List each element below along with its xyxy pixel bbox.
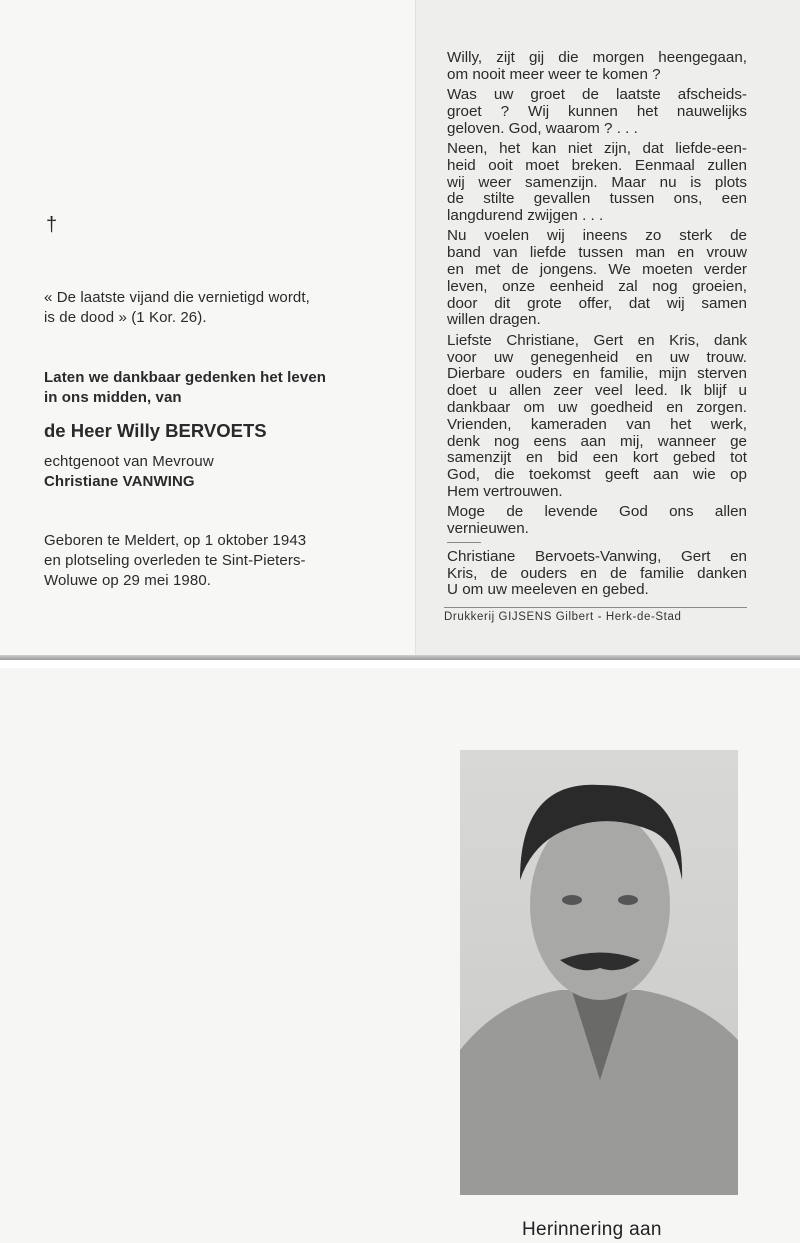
quote-line: « De laatste vijand die vernietigd wordt, — [44, 289, 310, 306]
short-divider — [447, 542, 481, 543]
poem-paragraph — [447, 228, 747, 329]
info-line: en plotseling overleden te Sint-Pieters- — [44, 552, 306, 569]
poem-line: God, die toekomst geeft aan wie op — [447, 466, 747, 484]
intro-line: in ons midden, van — [44, 389, 182, 406]
poem-line: om nooit meer weer te komen ? — [447, 65, 661, 83]
poem-line: Moge de levende God ons allen — [447, 503, 747, 521]
poem-line: Vrienden, kameraden van het werk, — [447, 415, 747, 433]
poem-line: denk nog eens aan mij, wanneer ge — [447, 432, 747, 450]
poem-line: Hem vertrouwen. — [447, 482, 563, 500]
poem-line: U om uw meeleven en gebed. — [447, 581, 649, 599]
intro-text — [44, 368, 326, 408]
info-line: Woluwe op 29 mei 1980. — [44, 572, 212, 589]
birth-death-info — [44, 531, 306, 591]
portrait-silhouette — [460, 750, 738, 1195]
poem-paragraph — [447, 50, 747, 84]
poem-line: Nu voelen wij ineens zo sterk de — [447, 227, 747, 245]
portrait-photo — [460, 750, 738, 1195]
poem-line: geloven. God, waarom ? . . . — [447, 119, 638, 137]
quote-line: is de dood » (1 Kor. 26). — [44, 309, 207, 326]
info-line: Geboren te Meldert, op 1 oktober 1943 — [44, 532, 307, 549]
poem-line: leven, onze eenheid zal nog groeien, — [447, 277, 747, 295]
poem-line: dankbaar om uw goedheid en zorgen. — [447, 398, 747, 416]
card-edge-shadow — [0, 655, 800, 660]
cross-icon: † — [46, 214, 58, 236]
poem-line: Neen, het kan niet zijn, dat liefde-een- — [447, 139, 747, 157]
poem-line: doet u allen zeer veel leed. Ik blijf u — [447, 382, 747, 400]
deceased-name: de Heer Willy BERVOETS — [44, 420, 267, 441]
thanks-paragraph — [447, 549, 747, 599]
poem-line: wij weer samenzijn. Maar nu is plots — [447, 173, 747, 191]
spouse-label: echtgenoot van Mevrouw — [44, 453, 214, 470]
poem-line: de stilte gevallen tussen ons, een — [447, 190, 747, 208]
poem-line: Liefste Christiane, Gert en Kris, dank — [447, 331, 747, 349]
poem-line: Dierbare ouders en familie, mijn sterven — [447, 365, 747, 383]
divider — [444, 607, 747, 608]
remembrance-caption: Herinnering aan — [522, 1219, 662, 1240]
poem-line: samenzijt en bid een kort gebed tot — [447, 449, 747, 467]
poem-line: voor uw genegenheid en uw trouw. — [447, 348, 747, 366]
poem-line: Christiane Bervoets-Vanwing, Gert en — [447, 547, 747, 565]
poem-line: groet ? Wij kunnen het nauwelijks — [447, 102, 747, 120]
poem-paragraph — [447, 504, 747, 538]
poem-paragraph — [447, 333, 747, 501]
poem-line: langdurend zwijgen . . . — [447, 207, 604, 225]
poem-line: Was uw groet de laatste afscheids- — [447, 86, 747, 104]
printer-credit: Drukkerij GIJSENS Gilbert - Herk-de-Stad — [444, 611, 682, 623]
poem-line: vernieuwen. — [447, 520, 529, 538]
poem-line: door dit grote offer, dat wij samen — [447, 294, 747, 312]
bible-quote — [44, 288, 310, 328]
poem-line: band van liefde tussen man en vrouw — [447, 244, 747, 262]
poem-paragraph — [447, 141, 747, 225]
poem-paragraph — [447, 87, 747, 137]
poem-text — [447, 50, 747, 599]
poem-line: heid ooit moet breken. Eenmaal zullen — [447, 156, 747, 174]
poem-line: Willy, zijt gij die morgen heengegaan, — [447, 49, 747, 66]
intro-line: Laten we dankbaar gedenken het leven — [44, 369, 327, 386]
poem-line: en met de jongens. We moeten verder — [447, 261, 747, 279]
spouse-name: Christiane VANWING — [44, 473, 195, 490]
poem-line: willen dragen. — [447, 311, 541, 329]
poem-line: Kris, de ouders en de familie danken — [447, 564, 747, 582]
